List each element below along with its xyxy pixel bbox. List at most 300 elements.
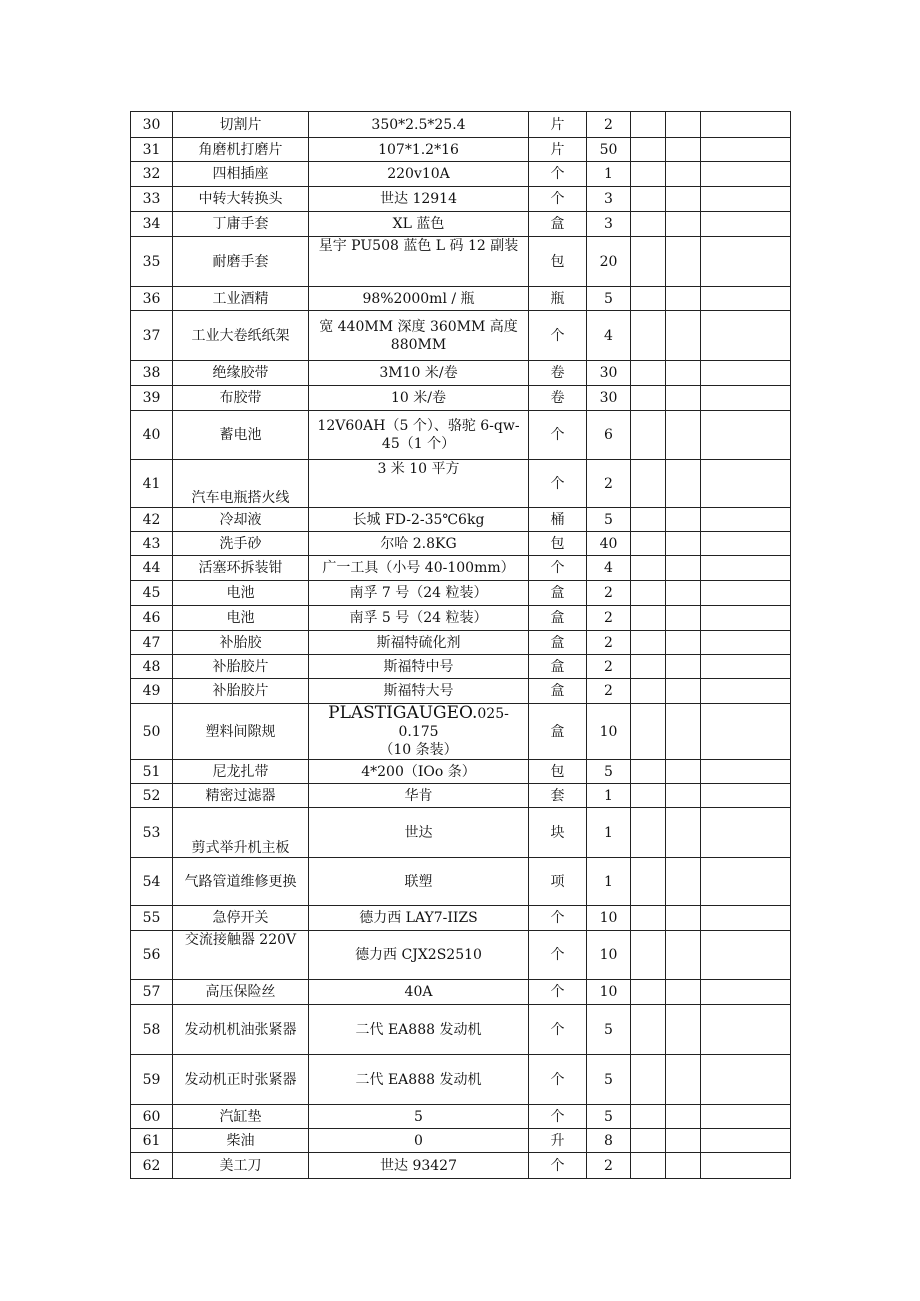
item-qty: 4 bbox=[587, 556, 631, 581]
empty-cell bbox=[666, 655, 701, 679]
item-unit: 盒 bbox=[529, 606, 587, 631]
item-qty: 6 bbox=[587, 411, 631, 460]
empty-cell bbox=[666, 212, 701, 237]
empty-cell bbox=[631, 287, 666, 311]
spec-pack-text: （10 条装） bbox=[379, 742, 458, 758]
empty-cell bbox=[701, 138, 791, 162]
item-unit: 升 bbox=[529, 1129, 587, 1153]
item-spec: 220v10A bbox=[309, 162, 529, 187]
item-name: 补胎胶片 bbox=[173, 655, 309, 679]
item-unit: 块 bbox=[529, 808, 587, 858]
empty-cell bbox=[631, 138, 666, 162]
item-spec: 尔哈 2.8KG bbox=[309, 532, 529, 556]
item-qty: 10 bbox=[587, 704, 631, 760]
table-row bbox=[131, 508, 791, 532]
item-name: 丁庸手套 bbox=[173, 212, 309, 237]
item-unit: 个 bbox=[529, 311, 587, 361]
item-no: 54 bbox=[131, 858, 173, 906]
item-unit: 盒 bbox=[529, 655, 587, 679]
empty-cell bbox=[666, 112, 701, 138]
item-unit: 个 bbox=[529, 1105, 587, 1129]
empty-cell bbox=[631, 460, 666, 508]
item-name: 急停开关 bbox=[173, 906, 309, 931]
table-row bbox=[131, 1153, 791, 1179]
item-name: 绝缘胶带 bbox=[173, 361, 309, 386]
item-spec: 世达 93427 bbox=[309, 1153, 529, 1179]
item-name: 交流接触器 220V bbox=[173, 931, 309, 980]
table-row bbox=[131, 581, 791, 606]
item-spec: 斯福特中号 bbox=[309, 655, 529, 679]
item-unit: 个 bbox=[529, 162, 587, 187]
item-unit: 包 bbox=[529, 760, 587, 784]
empty-cell bbox=[631, 162, 666, 187]
item-name: 剪式举升机主板 bbox=[173, 808, 309, 858]
empty-cell bbox=[666, 187, 701, 212]
item-name: 发动机正时张紧器 bbox=[173, 1055, 309, 1105]
empty-cell bbox=[701, 361, 791, 386]
empty-cell bbox=[701, 679, 791, 704]
empty-cell bbox=[701, 655, 791, 679]
item-unit: 个 bbox=[529, 1055, 587, 1105]
item-name: 布胶带 bbox=[173, 386, 309, 411]
item-qty: 5 bbox=[587, 287, 631, 311]
empty-cell bbox=[631, 411, 666, 460]
empty-cell bbox=[666, 287, 701, 311]
item-no: 38 bbox=[131, 361, 173, 386]
item-name: 美工刀 bbox=[173, 1153, 309, 1179]
table-row bbox=[131, 655, 791, 679]
item-unit: 个 bbox=[529, 931, 587, 980]
empty-cell bbox=[666, 460, 701, 508]
item-no: 40 bbox=[131, 411, 173, 460]
item-unit: 个 bbox=[529, 556, 587, 581]
item-spec: 世达 12914 bbox=[309, 187, 529, 212]
empty-cell bbox=[631, 655, 666, 679]
item-name: 冷却液 bbox=[173, 508, 309, 532]
empty-cell bbox=[701, 386, 791, 411]
table-row bbox=[131, 411, 791, 460]
empty-cell bbox=[666, 508, 701, 532]
item-qty: 3 bbox=[587, 212, 631, 237]
item-unit: 片 bbox=[529, 112, 587, 138]
empty-cell bbox=[631, 631, 666, 655]
item-name: 切割片 bbox=[173, 112, 309, 138]
item-spec: 12V60AH（5 个）、骆驼 6-qw-45（1 个） bbox=[309, 411, 529, 460]
table-row bbox=[131, 980, 791, 1005]
empty-cell bbox=[631, 1153, 666, 1179]
item-no: 61 bbox=[131, 1129, 173, 1153]
item-name: 电池 bbox=[173, 606, 309, 631]
table-row bbox=[131, 311, 791, 361]
item-no: 33 bbox=[131, 187, 173, 212]
empty-cell bbox=[631, 980, 666, 1005]
empty-cell bbox=[701, 808, 791, 858]
item-unit: 卷 bbox=[529, 361, 587, 386]
table-row bbox=[131, 679, 791, 704]
item-qty: 5 bbox=[587, 1055, 631, 1105]
empty-cell bbox=[701, 631, 791, 655]
empty-cell bbox=[631, 237, 666, 287]
table-row bbox=[131, 1105, 791, 1129]
empty-cell bbox=[701, 237, 791, 287]
empty-cell bbox=[666, 1105, 701, 1129]
table-row bbox=[131, 1129, 791, 1153]
item-no: 57 bbox=[131, 980, 173, 1005]
table-row bbox=[131, 138, 791, 162]
empty-cell bbox=[701, 906, 791, 931]
item-name: 补胎胶 bbox=[173, 631, 309, 655]
empty-cell bbox=[666, 1005, 701, 1055]
item-unit: 盒 bbox=[529, 581, 587, 606]
item-qty: 1 bbox=[587, 808, 631, 858]
empty-cell bbox=[631, 311, 666, 361]
item-no: 39 bbox=[131, 386, 173, 411]
table-row bbox=[131, 361, 791, 386]
empty-cell bbox=[701, 508, 791, 532]
item-qty: 1 bbox=[587, 162, 631, 187]
table-row bbox=[131, 1055, 791, 1105]
empty-cell bbox=[701, 1105, 791, 1129]
spec-range-text: 025-0.175 bbox=[398, 706, 509, 740]
empty-cell bbox=[701, 187, 791, 212]
item-no: 51 bbox=[131, 760, 173, 784]
empty-cell bbox=[666, 858, 701, 906]
empty-cell bbox=[666, 784, 701, 808]
empty-cell bbox=[631, 784, 666, 808]
item-no: 35 bbox=[131, 237, 173, 287]
empty-cell bbox=[631, 858, 666, 906]
item-spec: 0 bbox=[309, 1129, 529, 1153]
empty-cell bbox=[701, 606, 791, 631]
item-name: 精密过滤器 bbox=[173, 784, 309, 808]
empty-cell bbox=[631, 704, 666, 760]
item-no: 56 bbox=[131, 931, 173, 980]
empty-cell bbox=[631, 1105, 666, 1129]
item-name: 角磨机打磨片 bbox=[173, 138, 309, 162]
item-no: 30 bbox=[131, 112, 173, 138]
empty-cell bbox=[631, 556, 666, 581]
item-unit: 个 bbox=[529, 187, 587, 212]
empty-cell bbox=[631, 606, 666, 631]
item-spec: 107*1.2*16 bbox=[309, 138, 529, 162]
empty-cell bbox=[701, 212, 791, 237]
item-no: 47 bbox=[131, 631, 173, 655]
empty-cell bbox=[631, 361, 666, 386]
empty-cell bbox=[666, 532, 701, 556]
item-no: 32 bbox=[131, 162, 173, 187]
empty-cell bbox=[701, 704, 791, 760]
item-no: 41 bbox=[131, 460, 173, 508]
empty-cell bbox=[631, 679, 666, 704]
empty-cell bbox=[666, 138, 701, 162]
empty-cell bbox=[666, 361, 701, 386]
item-qty: 50 bbox=[587, 138, 631, 162]
table-row bbox=[131, 784, 791, 808]
item-name: 塑料间隙规 bbox=[173, 704, 309, 760]
item-no: 42 bbox=[131, 508, 173, 532]
item-no: 62 bbox=[131, 1153, 173, 1179]
item-qty: 5 bbox=[587, 508, 631, 532]
table-row bbox=[131, 386, 791, 411]
item-unit: 个 bbox=[529, 411, 587, 460]
item-qty: 3 bbox=[587, 187, 631, 212]
item-spec bbox=[309, 704, 529, 760]
item-name: 活塞环拆装钳 bbox=[173, 556, 309, 581]
empty-cell bbox=[701, 1055, 791, 1105]
item-spec: 南孚 7 号（24 粒装） bbox=[309, 581, 529, 606]
item-no: 45 bbox=[131, 581, 173, 606]
item-unit: 桶 bbox=[529, 508, 587, 532]
item-no: 34 bbox=[131, 212, 173, 237]
empty-cell bbox=[666, 980, 701, 1005]
table-row bbox=[131, 237, 791, 287]
item-unit: 瓶 bbox=[529, 287, 587, 311]
table-row bbox=[131, 808, 791, 858]
empty-cell bbox=[666, 704, 701, 760]
item-qty: 2 bbox=[587, 655, 631, 679]
item-spec: 宽 440MM 深度 360MM 高度 880MM bbox=[309, 311, 529, 361]
item-name: 蓄电池 bbox=[173, 411, 309, 460]
item-spec: 40A bbox=[309, 980, 529, 1005]
item-name: 尼龙扎带 bbox=[173, 760, 309, 784]
item-qty: 8 bbox=[587, 1129, 631, 1153]
item-name: 发动机机油张紧器 bbox=[173, 1005, 309, 1055]
item-unit: 盒 bbox=[529, 704, 587, 760]
item-spec: 二代 EA888 发动机 bbox=[309, 1005, 529, 1055]
item-name: 工业酒精 bbox=[173, 287, 309, 311]
item-spec: XL 蓝色 bbox=[309, 212, 529, 237]
empty-cell bbox=[701, 532, 791, 556]
item-name: 汽缸垫 bbox=[173, 1105, 309, 1129]
table-row bbox=[131, 906, 791, 931]
item-qty: 1 bbox=[587, 784, 631, 808]
item-no: 46 bbox=[131, 606, 173, 631]
item-name: 耐磨手套 bbox=[173, 237, 309, 287]
item-unit: 卷 bbox=[529, 386, 587, 411]
table-row bbox=[131, 1005, 791, 1055]
item-qty: 2 bbox=[587, 460, 631, 508]
empty-cell bbox=[701, 411, 791, 460]
empty-cell bbox=[701, 287, 791, 311]
empty-cell bbox=[666, 808, 701, 858]
spec-brand-text: PLASTIGAUGEO. bbox=[328, 703, 478, 723]
empty-cell bbox=[701, 162, 791, 187]
item-spec: 斯福特硫化剂 bbox=[309, 631, 529, 655]
item-no: 48 bbox=[131, 655, 173, 679]
item-spec: 广一工具（小号 40-100mm） bbox=[309, 556, 529, 581]
item-unit: 个 bbox=[529, 460, 587, 508]
item-qty: 10 bbox=[587, 980, 631, 1005]
table-row bbox=[131, 112, 791, 138]
item-name: 四相插座 bbox=[173, 162, 309, 187]
table-row bbox=[131, 631, 791, 655]
item-spec: 世达 bbox=[309, 808, 529, 858]
item-spec: 98%2000ml / 瓶 bbox=[309, 287, 529, 311]
item-no: 60 bbox=[131, 1105, 173, 1129]
table-row bbox=[131, 532, 791, 556]
empty-cell bbox=[701, 1129, 791, 1153]
item-qty: 5 bbox=[587, 1005, 631, 1055]
item-spec: 斯福特大号 bbox=[309, 679, 529, 704]
item-name: 补胎胶片 bbox=[173, 679, 309, 704]
item-name: 柴油 bbox=[173, 1129, 309, 1153]
item-spec: 联塑 bbox=[309, 858, 529, 906]
empty-cell bbox=[666, 1055, 701, 1105]
empty-cell bbox=[701, 460, 791, 508]
item-spec: 350*2.5*25.4 bbox=[309, 112, 529, 138]
item-no: 53 bbox=[131, 808, 173, 858]
empty-cell bbox=[631, 1055, 666, 1105]
empty-cell bbox=[631, 212, 666, 237]
item-qty: 2 bbox=[587, 631, 631, 655]
empty-cell bbox=[666, 162, 701, 187]
item-spec: 德力西 CJX2S2510 bbox=[309, 931, 529, 980]
item-qty: 30 bbox=[587, 361, 631, 386]
item-spec: 南孚 5 号（24 粒装） bbox=[309, 606, 529, 631]
item-spec: 长城 FD-2-35℃6kg bbox=[309, 508, 529, 532]
empty-cell bbox=[666, 581, 701, 606]
empty-cell bbox=[666, 556, 701, 581]
table-row bbox=[131, 556, 791, 581]
item-unit: 盒 bbox=[529, 679, 587, 704]
item-name: 工业大卷纸纸架 bbox=[173, 311, 309, 361]
item-spec: 二代 EA888 发动机 bbox=[309, 1055, 529, 1105]
table-row bbox=[131, 162, 791, 187]
empty-cell bbox=[631, 508, 666, 532]
empty-cell bbox=[631, 386, 666, 411]
item-unit: 包 bbox=[529, 532, 587, 556]
item-unit: 盒 bbox=[529, 631, 587, 655]
item-qty: 40 bbox=[587, 532, 631, 556]
item-name: 中转大转换头 bbox=[173, 187, 309, 212]
item-unit: 个 bbox=[529, 980, 587, 1005]
empty-cell bbox=[631, 906, 666, 931]
item-qty: 10 bbox=[587, 906, 631, 931]
empty-cell bbox=[631, 760, 666, 784]
item-spec: 4*200（IOo 条） bbox=[309, 760, 529, 784]
empty-cell bbox=[631, 112, 666, 138]
item-no: 58 bbox=[131, 1005, 173, 1055]
empty-cell bbox=[666, 631, 701, 655]
empty-cell bbox=[701, 858, 791, 906]
item-spec: 3 米 10 平方 bbox=[309, 460, 529, 508]
empty-cell bbox=[666, 679, 701, 704]
item-qty: 4 bbox=[587, 311, 631, 361]
item-no: 44 bbox=[131, 556, 173, 581]
item-qty: 2 bbox=[587, 112, 631, 138]
item-no: 49 bbox=[131, 679, 173, 704]
empty-cell bbox=[701, 1153, 791, 1179]
item-no: 50 bbox=[131, 704, 173, 760]
item-unit: 项 bbox=[529, 858, 587, 906]
empty-cell bbox=[666, 1129, 701, 1153]
item-qty: 1 bbox=[587, 858, 631, 906]
empty-cell bbox=[666, 411, 701, 460]
table-row bbox=[131, 187, 791, 212]
item-name: 高压保险丝 bbox=[173, 980, 309, 1005]
table-row bbox=[131, 606, 791, 631]
item-no: 31 bbox=[131, 138, 173, 162]
empty-cell bbox=[666, 237, 701, 287]
empty-cell bbox=[666, 311, 701, 361]
item-spec: 星宇 PU508 蓝色 L 码 12 副装 bbox=[309, 237, 529, 287]
table-row bbox=[131, 760, 791, 784]
item-no: 43 bbox=[131, 532, 173, 556]
empty-cell bbox=[666, 906, 701, 931]
item-unit: 个 bbox=[529, 1153, 587, 1179]
empty-cell bbox=[701, 760, 791, 784]
empty-cell bbox=[666, 931, 701, 980]
item-qty: 20 bbox=[587, 237, 631, 287]
table-row bbox=[131, 212, 791, 237]
empty-cell bbox=[701, 980, 791, 1005]
empty-cell bbox=[631, 1005, 666, 1055]
item-spec: 华肯 bbox=[309, 784, 529, 808]
empty-cell bbox=[666, 606, 701, 631]
empty-cell bbox=[701, 1005, 791, 1055]
empty-cell bbox=[701, 931, 791, 980]
table-row bbox=[131, 858, 791, 906]
table-row bbox=[131, 287, 791, 311]
item-name: 气路管道维修更换 bbox=[173, 858, 309, 906]
item-no: 59 bbox=[131, 1055, 173, 1105]
item-spec: 5 bbox=[309, 1105, 529, 1129]
item-qty: 2 bbox=[587, 1153, 631, 1179]
item-qty: 2 bbox=[587, 606, 631, 631]
materials-table bbox=[130, 111, 791, 1179]
item-no: 55 bbox=[131, 906, 173, 931]
empty-cell bbox=[631, 1129, 666, 1153]
empty-cell bbox=[701, 112, 791, 138]
item-spec: 10 米/卷 bbox=[309, 386, 529, 411]
item-unit: 片 bbox=[529, 138, 587, 162]
item-qty: 10 bbox=[587, 931, 631, 980]
empty-cell bbox=[631, 187, 666, 212]
item-qty: 2 bbox=[587, 679, 631, 704]
empty-cell bbox=[631, 931, 666, 980]
empty-cell bbox=[701, 581, 791, 606]
item-unit: 个 bbox=[529, 906, 587, 931]
item-no: 36 bbox=[131, 287, 173, 311]
item-qty: 5 bbox=[587, 760, 631, 784]
item-name: 汽车电瓶搭火线 bbox=[173, 460, 309, 508]
table-row bbox=[131, 704, 791, 760]
empty-cell bbox=[631, 532, 666, 556]
empty-cell bbox=[701, 556, 791, 581]
item-name: 电池 bbox=[173, 581, 309, 606]
item-unit: 包 bbox=[529, 237, 587, 287]
item-unit: 套 bbox=[529, 784, 587, 808]
item-qty: 5 bbox=[587, 1105, 631, 1129]
table-row bbox=[131, 931, 791, 980]
item-no: 37 bbox=[131, 311, 173, 361]
item-unit: 个 bbox=[529, 1005, 587, 1055]
item-qty: 2 bbox=[587, 581, 631, 606]
item-spec: 3M10 米/卷 bbox=[309, 361, 529, 386]
empty-cell bbox=[666, 760, 701, 784]
item-no: 52 bbox=[131, 784, 173, 808]
empty-cell bbox=[701, 311, 791, 361]
empty-cell bbox=[631, 808, 666, 858]
item-name: 洗手砂 bbox=[173, 532, 309, 556]
empty-cell bbox=[701, 784, 791, 808]
item-qty: 30 bbox=[587, 386, 631, 411]
table-row bbox=[131, 460, 791, 508]
item-spec: 德力西 LAY7-IIZS bbox=[309, 906, 529, 931]
empty-cell bbox=[631, 581, 666, 606]
empty-cell bbox=[666, 386, 701, 411]
empty-cell bbox=[666, 1153, 701, 1179]
